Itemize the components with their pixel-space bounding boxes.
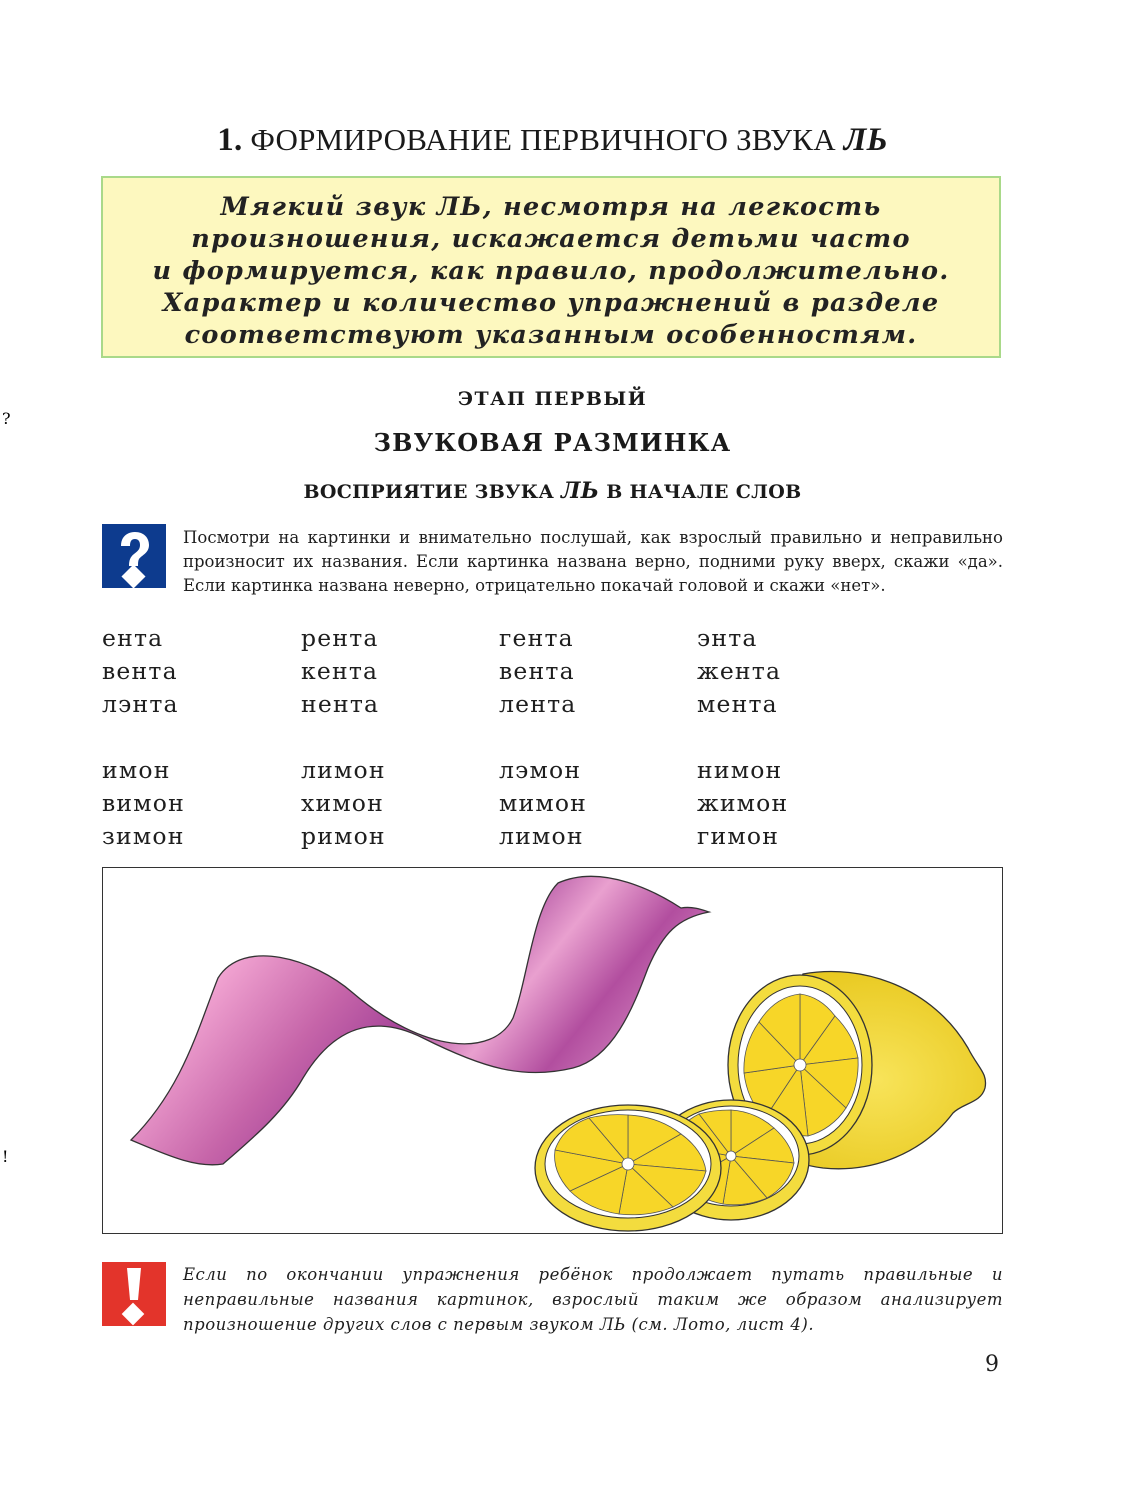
question-icon-symbol: ? [2,409,11,428]
instruction-text: Посмотри на картинки и внимательно послушай, как взрослый правильно и неправильно произносит их названия. Если картинка названа верно, подними руку вверх, скажи «да». Если картинка названа неверно, отрицательно покачай головой и скажи «нет». [183,528,1003,595]
chapter-title [0,122,1105,159]
section-title: ЗВУКОВАЯ РАЗМИНКА [373,428,732,457]
word-item: рента [301,624,379,652]
intro-box [101,176,1001,358]
note-text: Если по окончании упражнения ребёнок продолжает путать правильные и неправильные названия картинок, взрослый таким же образом анализирует произношение других слов с первым звуком ЛЬ (см. Лото, лист 4). [183,1265,1003,1334]
intro-line: и формируется, как правило, продолжительно. [152,256,950,286]
chapter-number: 1. [217,122,243,158]
word-item: мимон [499,789,588,817]
word-item: энта [697,624,758,652]
picture-frame [102,867,1003,1234]
word-item: вента [102,657,178,685]
word-item: кента [301,657,379,685]
intro-line: Характер и количество упражнений в разделе [162,288,940,318]
lemon-slice-image [535,1105,721,1231]
chapter-title-text: ФОРМИРОВАНИЕ ПЕРВИЧНОГО ЗВУКА [250,122,836,157]
word-item: лента [499,690,577,718]
word-item: имон [102,756,171,784]
word-item: нимон [697,756,783,784]
word-item: гимон [697,822,780,850]
word-item: лэмон [499,756,582,784]
page-number: 9 [985,1352,999,1377]
word-item: зимон [102,822,185,850]
intro-line: Мягкий звук ЛЬ, несмотря на легкость [220,192,882,222]
chapter-sound: ЛЬ [843,122,888,158]
question-icon [2,409,166,588]
subtitle-after: В НАЧАЛЕ СЛОВ [606,481,802,503]
intro-line: соответствуют указанным особенностям. [184,320,918,350]
word-item: мента [697,690,778,718]
question-mark-icon [2,409,166,588]
word-item: вента [499,657,575,685]
word-item: жента [697,657,782,685]
word-item: гента [499,624,574,652]
intro-line: произношения, искажается детьми часто [191,224,911,254]
word-item: римон [301,822,386,850]
word-item: ента [102,624,164,652]
illustration [103,868,1004,1235]
warning-icon-symbol: ! [2,1147,9,1166]
intro-text [103,191,999,351]
warning-icon [2,1147,166,1326]
word-item: нента [301,690,380,718]
word-item: лимон [301,756,386,784]
word-item: химон [301,789,385,817]
word-item: жимон [697,789,789,817]
stage-label: ЭТАП ПЕРВЫЙ [457,388,648,410]
exercise-subtitle [0,478,1105,504]
word-item: лимон [499,822,584,850]
exclamation-mark-icon [2,1147,166,1326]
subtitle-sound: ЛЬ [561,478,600,504]
subtitle-before: ВОСПРИЯТИЕ ЗВУКА [303,481,555,503]
word-item: вимон [102,789,185,817]
word-item: лэнта [102,690,179,718]
